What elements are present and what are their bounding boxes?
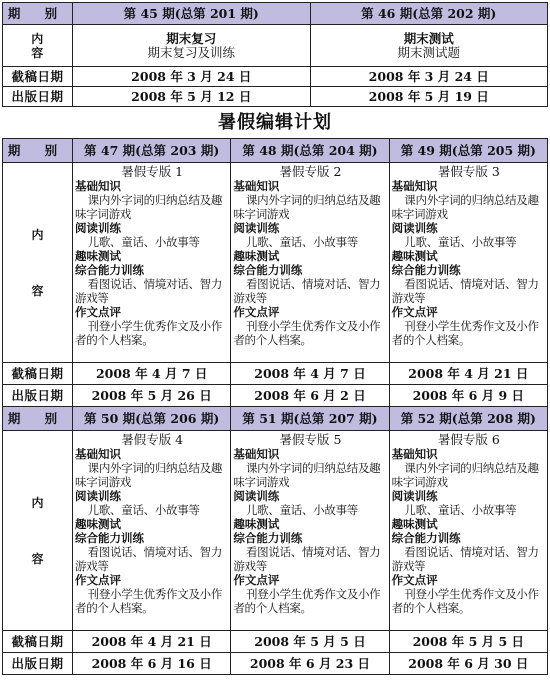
deadline-date: 2008 年 5 月 5 日 bbox=[389, 631, 547, 653]
publish-date: 2008 年 6 月 23 日 bbox=[231, 653, 389, 675]
section-desc: 刊登小学生优秀作文及小作者的个人档案。 bbox=[391, 587, 539, 615]
section-heading: 基础知识 bbox=[391, 179, 438, 193]
issue-content bbox=[73, 163, 231, 363]
section-heading: 作文点评 bbox=[233, 305, 280, 319]
deadline-date: 2008 年 4 月 21 日 bbox=[73, 631, 231, 653]
section-desc: 看图说话、情境对话、智力游戏等 bbox=[75, 277, 223, 305]
section-desc: 课内外字词的归纳总结及趣味字词游戏 bbox=[391, 193, 539, 221]
section-heading: 基础知识 bbox=[75, 447, 121, 461]
issue-title: 期末测试 bbox=[403, 30, 454, 46]
deadline-label: 截稿日期 bbox=[3, 363, 73, 385]
issue-content bbox=[73, 431, 231, 631]
publish-row bbox=[3, 653, 548, 675]
section-heading: 作文点评 bbox=[75, 305, 121, 319]
deadline-date: 2008 年 4 月 21 日 bbox=[389, 363, 547, 385]
edition-title: 暑假专版 5 bbox=[279, 432, 342, 447]
schedule-table-summer-1 bbox=[2, 138, 548, 407]
issue-content bbox=[231, 431, 389, 631]
issue-content bbox=[389, 431, 547, 631]
section-desc: 刊登小学生优秀作文及小作者的个人档案。 bbox=[233, 319, 381, 347]
publish-date: 2008 年 6 月 16 日 bbox=[73, 653, 231, 675]
section-heading: 阅读训练 bbox=[391, 221, 438, 235]
section-heading: 综合能力训练 bbox=[233, 263, 303, 277]
header-row bbox=[3, 139, 548, 163]
publish-label: 出版日期 bbox=[3, 653, 73, 675]
section-heading: 基础知识 bbox=[233, 447, 280, 461]
deadline-label: 截稿日期 bbox=[3, 631, 73, 653]
section-desc: 看图说话、情境对话、智力游戏等 bbox=[391, 277, 539, 305]
section-heading: 综合能力训练 bbox=[75, 531, 144, 545]
section-heading: 趣味测试 bbox=[75, 249, 121, 263]
issue-content bbox=[310, 25, 548, 67]
section-heading: 趣味测试 bbox=[233, 517, 280, 531]
content-row bbox=[3, 431, 548, 631]
section-desc: 刊登小学生优秀作文及小作者的个人档案。 bbox=[75, 319, 223, 347]
publish-label: 出版日期 bbox=[3, 385, 73, 407]
edition-title: 暑假专版 3 bbox=[437, 164, 500, 179]
publish-date: 2008 年 6 月 9 日 bbox=[389, 385, 547, 407]
section-heading: 阅读训练 bbox=[233, 221, 280, 235]
publish-label: 出版日期 bbox=[3, 87, 73, 107]
issue-subtitle: 期末测试题 bbox=[397, 44, 460, 60]
issue-header: 第 45 期(总第 201 期) bbox=[73, 3, 311, 25]
deadline-date: 2008 年 5 月 5 日 bbox=[231, 631, 389, 653]
publish-date: 2008 年 5 月 12 日 bbox=[73, 87, 311, 107]
publish-row bbox=[3, 385, 548, 407]
deadline-date: 2008 年 3 月 24 日 bbox=[73, 67, 311, 87]
content-label: 内 容 bbox=[3, 163, 73, 363]
content-label: 内 容 bbox=[3, 25, 73, 67]
publish-row bbox=[3, 87, 548, 107]
section-heading: 阅读训练 bbox=[75, 489, 121, 503]
content-row bbox=[3, 163, 548, 363]
header-row bbox=[3, 3, 548, 25]
section-desc: 刊登小学生优秀作文及小作者的个人档案。 bbox=[233, 587, 381, 615]
section-desc: 看图说话、情境对话、智力游戏等 bbox=[75, 545, 223, 573]
period-label: 期 别 bbox=[3, 139, 73, 163]
section-heading: 作文点评 bbox=[391, 305, 438, 319]
section-desc: 刊登小学生优秀作文及小作者的个人档案。 bbox=[391, 319, 539, 347]
publish-date: 2008 年 6 月 2 日 bbox=[231, 385, 389, 407]
issue-header: 第 51 期(总第 207 期) bbox=[231, 407, 389, 431]
section-heading: 趣味测试 bbox=[391, 517, 438, 531]
section-heading: 综合能力训练 bbox=[233, 531, 303, 545]
section-desc: 看图说话、情境对话、智力游戏等 bbox=[233, 545, 381, 573]
deadline-row bbox=[3, 631, 548, 653]
issue-content bbox=[73, 25, 311, 67]
deadline-label: 截稿日期 bbox=[3, 67, 73, 87]
deadline-date: 2008 年 4 月 7 日 bbox=[73, 363, 231, 385]
section-title: 暑假编辑计划 bbox=[218, 112, 332, 133]
deadline-row bbox=[3, 67, 548, 87]
section-heading: 阅读训练 bbox=[391, 489, 438, 503]
issue-header: 第 47 期(总第 203 期) bbox=[73, 139, 231, 163]
section-desc: 儿歌、童话、小故事等 bbox=[245, 235, 358, 249]
publish-date: 2008 年 5 月 19 日 bbox=[310, 87, 548, 107]
section-heading: 综合能力训练 bbox=[391, 263, 461, 277]
deadline-date: 2008 年 3 月 24 日 bbox=[310, 67, 548, 87]
section-desc: 课内外字词的归纳总结及趣味字词游戏 bbox=[75, 461, 223, 489]
section-desc: 课内外字词的归纳总结及趣味字词游戏 bbox=[233, 461, 381, 489]
edition-title: 暑假专版 1 bbox=[121, 164, 184, 179]
issue-subtitle: 期末复习及训练 bbox=[147, 44, 235, 60]
issue-content bbox=[389, 163, 547, 363]
section-desc: 看图说话、情境对话、智力游戏等 bbox=[391, 545, 539, 573]
section-desc: 儿歌、童话、小故事等 bbox=[87, 235, 200, 249]
deadline-date: 2008 年 4 月 7 日 bbox=[231, 363, 389, 385]
section-heading: 综合能力训练 bbox=[75, 263, 144, 277]
section-desc: 儿歌、童话、小故事等 bbox=[404, 503, 517, 517]
section-heading: 作文点评 bbox=[75, 573, 121, 587]
section-heading: 基础知识 bbox=[75, 179, 121, 193]
issue-header: 第 48 期(总第 204 期) bbox=[231, 139, 389, 163]
edition-title: 暑假专版 4 bbox=[121, 432, 184, 447]
edition-title: 暑假专版 6 bbox=[437, 432, 500, 447]
issue-title: 期末复习 bbox=[166, 30, 217, 46]
section-heading: 趣味测试 bbox=[233, 249, 280, 263]
issue-content bbox=[231, 163, 389, 363]
deadline-row bbox=[3, 363, 548, 385]
period-label: 期 别 bbox=[3, 407, 73, 431]
section-desc: 课内外字词的归纳总结及趣味字词游戏 bbox=[233, 193, 381, 221]
issue-header: 第 52 期(总第 208 期) bbox=[389, 407, 547, 431]
section-desc: 课内外字词的归纳总结及趣味字词游戏 bbox=[75, 193, 223, 221]
issue-header: 第 46 期(总第 202 期) bbox=[310, 3, 548, 25]
section-desc: 课内外字词的归纳总结及趣味字词游戏 bbox=[391, 461, 539, 489]
section-heading: 作文点评 bbox=[233, 573, 280, 587]
section-desc: 儿歌、童话、小故事等 bbox=[87, 503, 200, 517]
content-row bbox=[3, 25, 548, 67]
section-heading: 作文点评 bbox=[391, 573, 438, 587]
section-heading: 基础知识 bbox=[391, 447, 438, 461]
issue-header: 第 50 期(总第 206 期) bbox=[73, 407, 231, 431]
schedule-table-summer-2 bbox=[2, 406, 548, 675]
section-desc: 看图说话、情境对话、智力游戏等 bbox=[233, 277, 381, 305]
content-label: 内 容 bbox=[3, 431, 73, 631]
section-heading: 综合能力训练 bbox=[391, 531, 461, 545]
edition-title: 暑假专版 2 bbox=[279, 164, 342, 179]
header-row bbox=[3, 407, 548, 431]
section-desc: 儿歌、童话、小故事等 bbox=[404, 235, 517, 249]
section-heading: 阅读训练 bbox=[75, 221, 121, 235]
section-heading: 阅读训练 bbox=[233, 489, 280, 503]
section-heading: 趣味测试 bbox=[75, 517, 121, 531]
issue-header: 第 49 期(总第 205 期) bbox=[389, 139, 547, 163]
period-label: 期 别 bbox=[3, 3, 73, 25]
publish-date: 2008 年 6 月 30 日 bbox=[389, 653, 547, 675]
publish-date: 2008 年 5 月 26 日 bbox=[73, 385, 231, 407]
section-heading: 趣味测试 bbox=[391, 249, 438, 263]
schedule-table-final-exams bbox=[2, 2, 548, 107]
section-heading: 基础知识 bbox=[233, 179, 280, 193]
section-desc: 儿歌、童话、小故事等 bbox=[245, 503, 358, 517]
section-desc: 刊登小学生优秀作文及小作者的个人档案。 bbox=[75, 587, 223, 615]
